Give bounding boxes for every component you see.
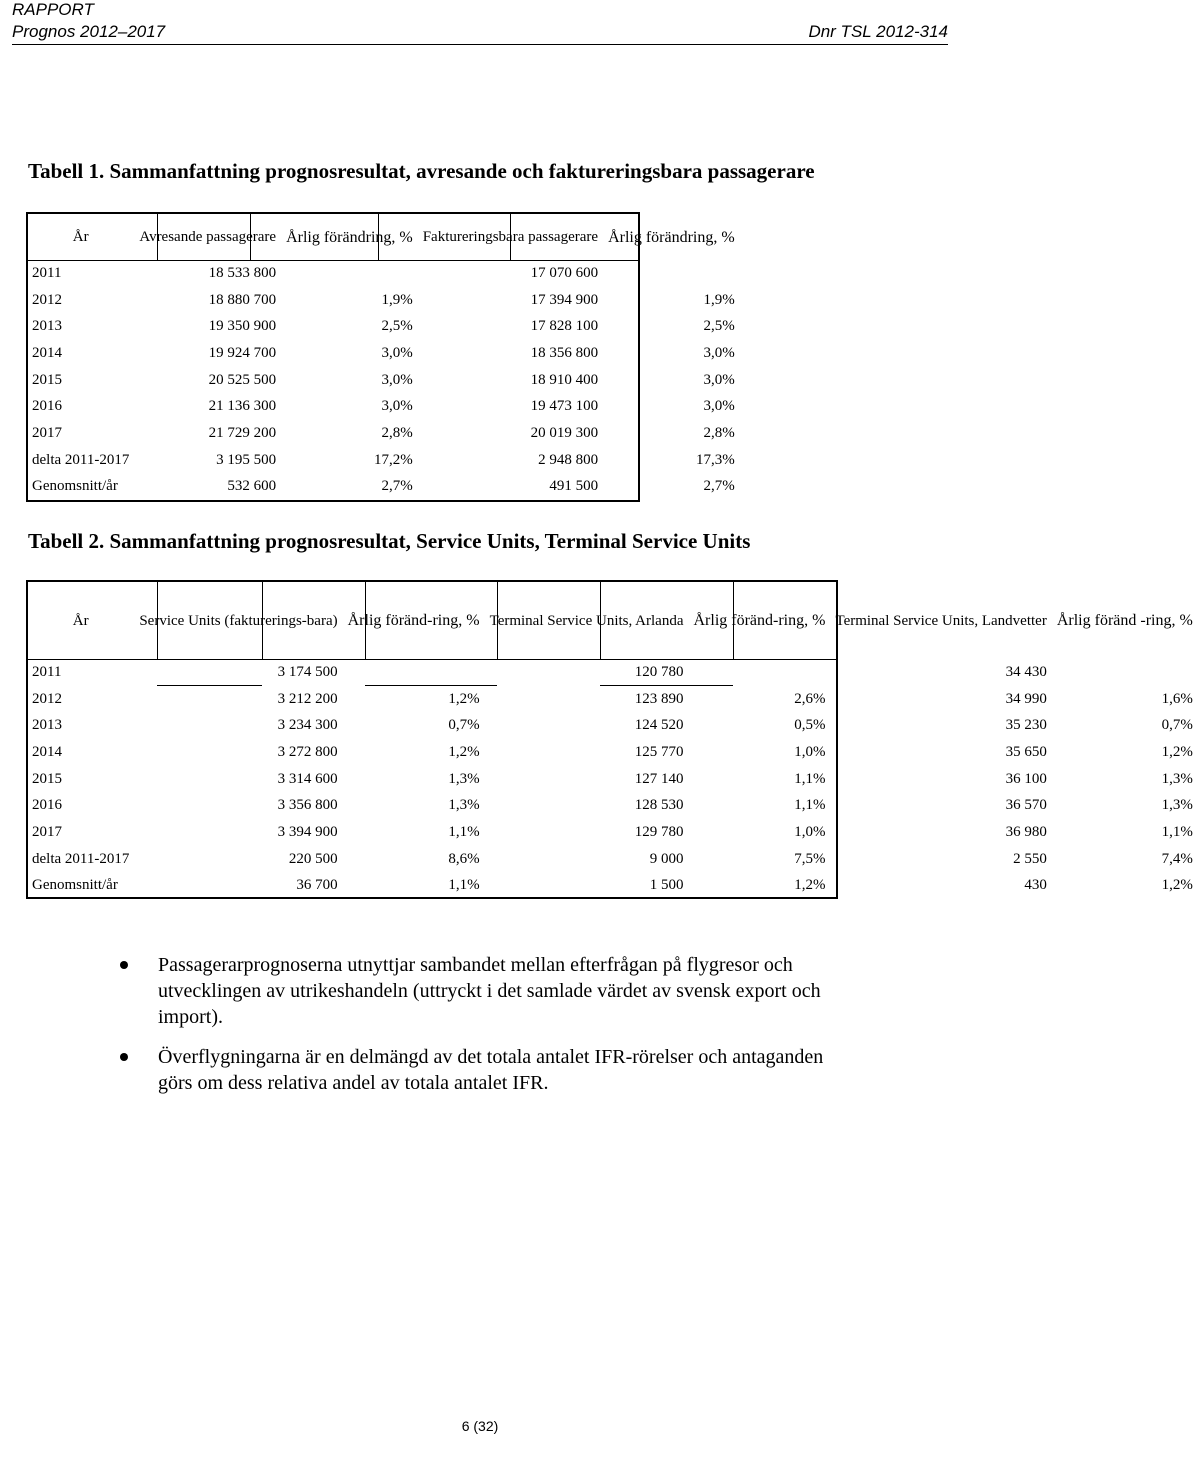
table-cell: 2,6%	[794, 690, 826, 707]
table-cell: 18 533 800	[208, 264, 277, 281]
list-item	[120, 952, 840, 1030]
table-row	[27, 367, 740, 394]
table-cell: 3 314 600	[277, 770, 338, 787]
table-row	[27, 420, 740, 447]
table2-header-cell: Terminal Service Units, Arlanda	[489, 612, 684, 629]
table-cell	[603, 260, 740, 287]
list-item	[120, 1044, 840, 1096]
table-cell: Genomsnitt/år	[32, 478, 118, 495]
table-row	[27, 393, 740, 420]
table-cell: 2011	[32, 663, 62, 680]
table-cell: 1,2%	[448, 743, 480, 760]
table2-header-cell: Terminal Service Units, Landvetter	[835, 612, 1047, 629]
table-cell: delta 2011-2017	[32, 850, 130, 867]
table1-header-row	[27, 214, 740, 260]
table-cell: 35 650	[1005, 743, 1047, 760]
table-cell: 19 473 100	[530, 398, 599, 415]
bullet-text: Överflygningarna är en delmängd av det totala antalet IFR-rörelser och antaganden görs om dess relativa andel av totala antalet IFR.	[158, 1046, 824, 1094]
table-cell: 1,1%	[448, 823, 480, 840]
table-cell: 8,6%	[448, 850, 480, 867]
table-cell: 36 100	[1005, 770, 1047, 787]
table-cell: 491 500	[549, 478, 599, 495]
table-cell: 18 910 400	[530, 371, 599, 388]
report-subtitle: Prognos 2012–2017	[12, 22, 166, 41]
table-row	[27, 766, 1198, 793]
table-cell	[1052, 659, 1198, 686]
table-cell: 1,1%	[448, 877, 480, 894]
table-cell: 2017	[32, 823, 62, 840]
table-cell	[281, 260, 418, 287]
table-row	[27, 846, 1198, 873]
table-cell: 18 880 700	[208, 291, 277, 308]
table-cell: 20 525 500	[208, 371, 277, 388]
table1-header-cell: Faktureringsbara passagerare	[422, 229, 599, 245]
table-row	[27, 287, 740, 314]
table-cell: 1,3%	[448, 770, 480, 787]
table-cell: Genomsnitt/år	[32, 877, 118, 894]
table-cell: 17,3%	[695, 451, 735, 468]
table-cell: 1,1%	[794, 797, 826, 814]
table-cell: 1,3%	[448, 797, 480, 814]
bullet-icon	[120, 961, 128, 969]
table-cell: 2012	[32, 690, 62, 707]
table2-caption: Tabell 2. Sammanfattning prognosresultat, Service Units, Terminal Service Units	[28, 529, 751, 553]
bullet-list	[120, 952, 840, 1110]
table-cell: 2015	[32, 770, 62, 787]
table1	[27, 214, 740, 500]
table-cell: 2 948 800	[538, 451, 599, 468]
table2-header-row	[27, 582, 1198, 659]
table-cell: 1 500	[649, 877, 684, 894]
table-cell: 2,8%	[703, 424, 735, 441]
table-cell: 3 272 800	[277, 743, 338, 760]
table-row	[27, 792, 1198, 819]
table-cell: 36 570	[1005, 797, 1047, 814]
table-cell: 1,0%	[794, 823, 826, 840]
table-row	[27, 313, 740, 340]
table-cell: 19 350 900	[208, 318, 277, 335]
table-cell: 17 394 900	[530, 291, 599, 308]
table-cell: 34 990	[1005, 690, 1047, 707]
table-cell: 532 600	[227, 478, 277, 495]
table-row	[27, 686, 1198, 713]
table-cell: 3,0%	[703, 371, 735, 388]
table-cell: 2013	[32, 318, 62, 335]
table-cell: 3,0%	[381, 398, 413, 415]
table-cell: 3 234 300	[277, 717, 338, 734]
table-cell: 3 174 500	[277, 663, 338, 680]
table1-caption: Tabell 1. Sammanfattning prognosresultat, avresande och faktureringsbara passagerare	[28, 159, 815, 183]
table-cell: 2012	[32, 291, 62, 308]
table-cell: 36 700	[296, 877, 338, 894]
table2-header-cell: Årlig föränd-ring, %	[347, 612, 480, 629]
table-row	[27, 447, 740, 474]
table-cell: 1,9%	[381, 291, 413, 308]
table-cell: 2,8%	[381, 424, 413, 441]
table-cell: 20 019 300	[530, 424, 599, 441]
table1-header-cell: År	[72, 229, 89, 245]
table-cell: 2016	[32, 797, 62, 814]
table-cell: 17,2%	[373, 451, 413, 468]
table-cell: 1,3%	[1161, 797, 1193, 814]
table-cell: 17 070 600	[530, 264, 599, 281]
table-cell: 34 430	[1005, 663, 1047, 680]
table-cell: 1,6%	[1161, 690, 1193, 707]
table-cell	[343, 659, 485, 686]
table-cell: delta 2011-2017	[32, 451, 130, 468]
table-cell: 2,7%	[703, 478, 735, 495]
table1-header-cell: Årlig förändring, %	[286, 228, 413, 246]
header-line	[12, 22, 948, 42]
table-cell: 1,2%	[794, 877, 826, 894]
table-row	[27, 819, 1198, 846]
table-cell: 35 230	[1005, 717, 1047, 734]
table-row	[27, 474, 740, 501]
table-cell: 3,0%	[381, 371, 413, 388]
table-cell: 7,5%	[794, 850, 826, 867]
table-cell: 2014	[32, 743, 62, 760]
table-cell: 2013	[32, 717, 62, 734]
table-cell: 2017	[32, 424, 62, 441]
table-cell: 120 780	[634, 663, 684, 680]
table-row	[27, 739, 1198, 766]
header-rule	[12, 44, 948, 45]
table-cell: 1,2%	[1161, 877, 1193, 894]
table-row	[27, 873, 1198, 900]
table-row	[27, 659, 1198, 686]
table-cell: 3,0%	[703, 344, 735, 361]
document-reference: Dnr TSL 2012-314	[808, 22, 948, 41]
table-cell: 3,0%	[703, 398, 735, 415]
bullet-icon	[120, 1053, 128, 1061]
table-cell: 430	[1024, 877, 1047, 894]
table-cell: 2016	[32, 398, 62, 415]
table-row	[27, 340, 740, 367]
table-cell: 220 500	[288, 850, 338, 867]
table-cell: 9 000	[649, 850, 684, 867]
table-cell: 1,0%	[794, 743, 826, 760]
table2	[27, 582, 1198, 899]
table-cell: 3,0%	[381, 344, 413, 361]
table-cell: 3 394 900	[277, 823, 338, 840]
table-cell: 3 212 200	[277, 690, 338, 707]
table-cell: 2014	[32, 344, 62, 361]
table1-header-cell: Avresande passagerare	[139, 229, 277, 245]
bullet-text: Passagerarprognoserna utnyttjar sambandet mellan efterfrågan på flygresor och utvecklingen av utrikeshandeln (uttryckt i det samlade värdet av svensk export och import).	[158, 954, 821, 1028]
table-cell: 124 520	[634, 717, 684, 734]
table-cell: 127 140	[634, 770, 684, 787]
table2-header-cell: Årlig föränd -ring, %	[1056, 612, 1193, 629]
table2-header-cell: Service Units (fakturerings-bara)	[139, 612, 338, 629]
table-cell: 2015	[32, 371, 62, 388]
table-cell: 1,2%	[448, 690, 480, 707]
table-cell: 17 828 100	[530, 318, 599, 335]
table-cell	[688, 659, 830, 686]
table-cell: 7,4%	[1161, 850, 1193, 867]
page-number: 6 (32)	[461, 1418, 499, 1434]
table-cell: 128 530	[634, 797, 684, 814]
table-cell: 19 924 700	[208, 344, 277, 361]
table-cell: 18 356 800	[530, 344, 599, 361]
table-row	[27, 712, 1198, 739]
table-cell: 0,7%	[1161, 717, 1193, 734]
table2-header-cell: Årlig föränd-ring, %	[693, 612, 826, 629]
table-cell: 123 890	[634, 690, 684, 707]
table-cell: 0,7%	[448, 717, 480, 734]
table-cell: 2011	[32, 264, 62, 281]
table-cell: 3 356 800	[277, 797, 338, 814]
table-cell: 1,2%	[1161, 743, 1193, 760]
table1-header-cell: Årlig förändring, %	[608, 228, 735, 246]
table-cell: 1,1%	[794, 770, 826, 787]
report-label: RAPPORT	[12, 0, 94, 19]
table2-header-cell: År	[72, 612, 89, 629]
table-cell: 129 780	[634, 823, 684, 840]
table-cell: 1,1%	[1161, 823, 1193, 840]
table-cell: 2 550	[1013, 850, 1047, 867]
table-cell: 125 770	[634, 743, 684, 760]
table-cell: 36 980	[1005, 823, 1047, 840]
table-cell: 1,3%	[1161, 770, 1193, 787]
table-cell: 21 729 200	[208, 424, 277, 441]
table-row	[27, 260, 740, 287]
table-cell: 3 195 500	[216, 451, 277, 468]
table-cell: 2,5%	[703, 318, 735, 335]
table-cell: 2,5%	[381, 318, 413, 335]
table-cell: 21 136 300	[208, 398, 277, 415]
table-cell: 2,7%	[381, 478, 413, 495]
table-cell: 1,9%	[703, 291, 735, 308]
table-cell: 0,5%	[794, 717, 826, 734]
